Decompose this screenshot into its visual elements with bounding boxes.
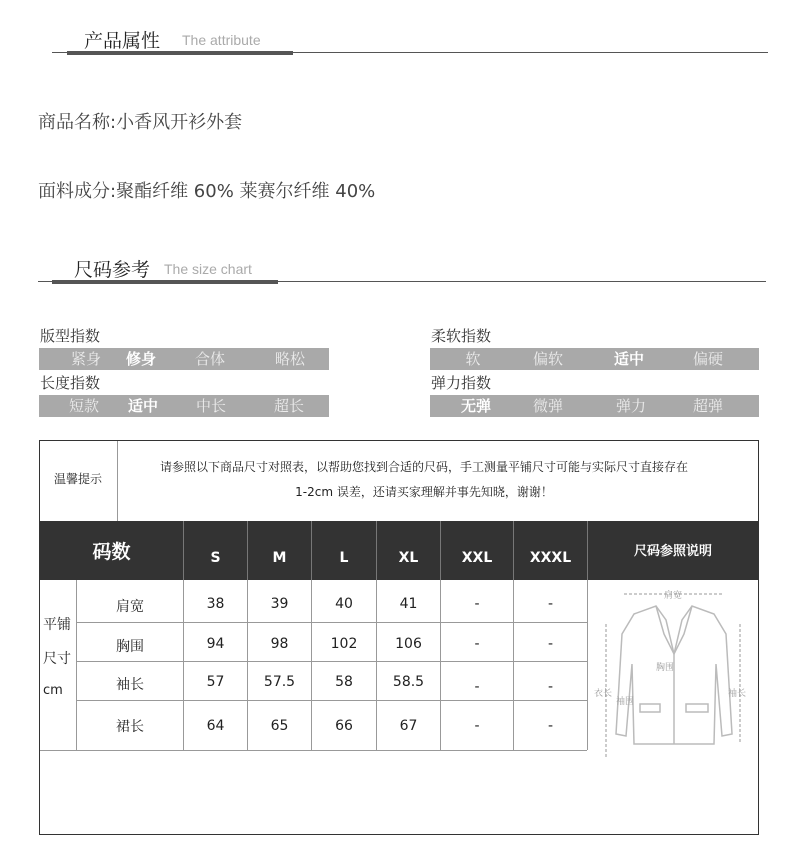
row-name-length: 裙长 bbox=[116, 719, 144, 735]
row-name-chest: 胸围 bbox=[116, 639, 144, 655]
table-cell: - bbox=[547, 679, 554, 695]
size-col-l: L bbox=[339, 550, 349, 566]
size-header-label: 码数 bbox=[92, 541, 131, 563]
notice-line-2: 1-2cm 误差，还请买家理解并事先知晓，谢谢！ bbox=[295, 485, 553, 499]
hdr-sep bbox=[440, 521, 441, 580]
table-cell: - bbox=[474, 718, 480, 734]
elasticity-index-label: 弹力指数 bbox=[431, 374, 492, 392]
length-index-bar bbox=[39, 395, 329, 417]
table-cell: - bbox=[474, 636, 480, 652]
grid-line bbox=[77, 700, 587, 701]
product-name-row bbox=[38, 108, 242, 134]
grid-line bbox=[77, 661, 587, 662]
product-name-label: 商品名称: bbox=[38, 112, 117, 133]
fit-option-2: 修身 bbox=[125, 350, 156, 368]
group-label-line-3: cm bbox=[43, 683, 63, 698]
diagram-label-sleeve: 袖长 bbox=[728, 689, 747, 699]
elasticity-option-4: 超弹 bbox=[692, 397, 723, 415]
diagram-label-chest: 胸围 bbox=[656, 663, 675, 673]
hdr-sep bbox=[587, 521, 588, 580]
table-cell: 65 bbox=[270, 718, 289, 734]
elasticity-option-2: 微弹 bbox=[532, 397, 563, 415]
table-cell: 64 bbox=[206, 718, 225, 734]
table-cell: 102 bbox=[330, 636, 358, 652]
table-cell: 39 bbox=[270, 596, 289, 612]
table-cell: 67 bbox=[399, 718, 418, 734]
size-col-xxl: XXL bbox=[461, 550, 493, 566]
row-name-shoulder: 肩宽 bbox=[116, 599, 144, 615]
table-cell: - bbox=[547, 718, 554, 734]
grid-line bbox=[587, 580, 588, 750]
group-label-line-1: 平铺 bbox=[43, 617, 71, 633]
size-col-s: S bbox=[210, 550, 221, 566]
elasticity-option-3: 弹力 bbox=[615, 397, 646, 415]
softness-option-2: 偏软 bbox=[532, 350, 563, 368]
table-cell: 58.5 bbox=[392, 674, 425, 690]
jacket-measurement-diagram bbox=[594, 584, 754, 774]
size-col-m: M bbox=[272, 550, 287, 566]
fabric-value: 聚酯纤维 60% 莱赛尔纤维 40% bbox=[116, 181, 376, 202]
table-cell: 57.5 bbox=[263, 674, 296, 690]
softness-option-4: 偏硬 bbox=[692, 350, 723, 368]
row-name-sleeve: 袖长 bbox=[116, 677, 144, 693]
hdr-sep bbox=[376, 521, 377, 580]
diagram-label-shoulder: 肩宽 bbox=[664, 591, 683, 601]
table-cell: - bbox=[547, 596, 554, 612]
fit-index-label: 版型指数 bbox=[40, 327, 101, 345]
size-col-xxxl: XXXL bbox=[529, 550, 572, 566]
fit-option-3: 合体 bbox=[194, 350, 225, 368]
length-option-3: 中长 bbox=[195, 397, 226, 415]
table-cell: - bbox=[474, 679, 480, 695]
size-section-subtitle: The size chart bbox=[164, 261, 252, 277]
table-cell: 98 bbox=[270, 636, 289, 652]
notice-line-1: 请参照以下商品尺寸对照表，以帮助您找到合适的尺码，手工测量平铺尺寸可能与实际尺寸直接存在 bbox=[159, 460, 688, 474]
table-cell: - bbox=[474, 596, 480, 612]
hdr-sep bbox=[311, 521, 312, 580]
size-guide-header: 尺码参照说明 bbox=[633, 544, 712, 559]
table-cell: 94 bbox=[206, 636, 225, 652]
table-cell: 66 bbox=[335, 718, 353, 734]
fabric-row bbox=[38, 177, 375, 203]
fit-index-bar bbox=[39, 348, 329, 370]
group-label-line-2: 尺寸 bbox=[43, 651, 71, 667]
fabric-label: 面料成分: bbox=[38, 181, 117, 202]
table-cell: 57 bbox=[206, 674, 225, 690]
diagram-label-bust: 袖围 bbox=[616, 697, 635, 707]
elasticity-option-1: 无弹 bbox=[460, 397, 491, 415]
table-cell: 58 bbox=[335, 674, 353, 690]
attribute-section-subtitle: The attribute bbox=[182, 32, 261, 48]
notice-text bbox=[118, 455, 730, 505]
table-cell: 106 bbox=[395, 636, 422, 652]
elasticity-index-bar bbox=[430, 395, 759, 417]
table-cell: 38 bbox=[206, 596, 225, 612]
softness-option-1: 软 bbox=[465, 350, 481, 368]
product-name-value: 小香风开衫外套 bbox=[116, 112, 243, 133]
softness-index-label: 柔软指数 bbox=[431, 327, 492, 345]
table-cell: 41 bbox=[399, 596, 418, 612]
length-option-2: 适中 bbox=[127, 397, 158, 415]
length-option-4: 超长 bbox=[273, 397, 304, 415]
notice-label: 温馨提示 bbox=[54, 472, 103, 486]
size-section-title: 尺码参考 bbox=[74, 259, 151, 281]
attribute-section-title: 产品属性 bbox=[84, 30, 161, 52]
hdr-sep bbox=[183, 521, 184, 580]
length-option-1: 短款 bbox=[68, 397, 99, 415]
hdr-sep bbox=[513, 521, 514, 580]
diagram-label-length: 衣长 bbox=[594, 689, 613, 699]
grid-line bbox=[77, 622, 587, 623]
fit-option-4: 略松 bbox=[274, 350, 305, 368]
size-col-xl: XL bbox=[398, 550, 419, 566]
table-cell: 40 bbox=[335, 596, 353, 612]
length-index-label: 长度指数 bbox=[40, 374, 101, 392]
grid-line bbox=[40, 750, 587, 751]
softness-index-bar bbox=[430, 348, 759, 370]
softness-option-3: 适中 bbox=[613, 350, 644, 368]
fit-option-1: 紧身 bbox=[70, 350, 101, 368]
hdr-sep bbox=[247, 521, 248, 580]
table-cell: - bbox=[547, 636, 554, 652]
